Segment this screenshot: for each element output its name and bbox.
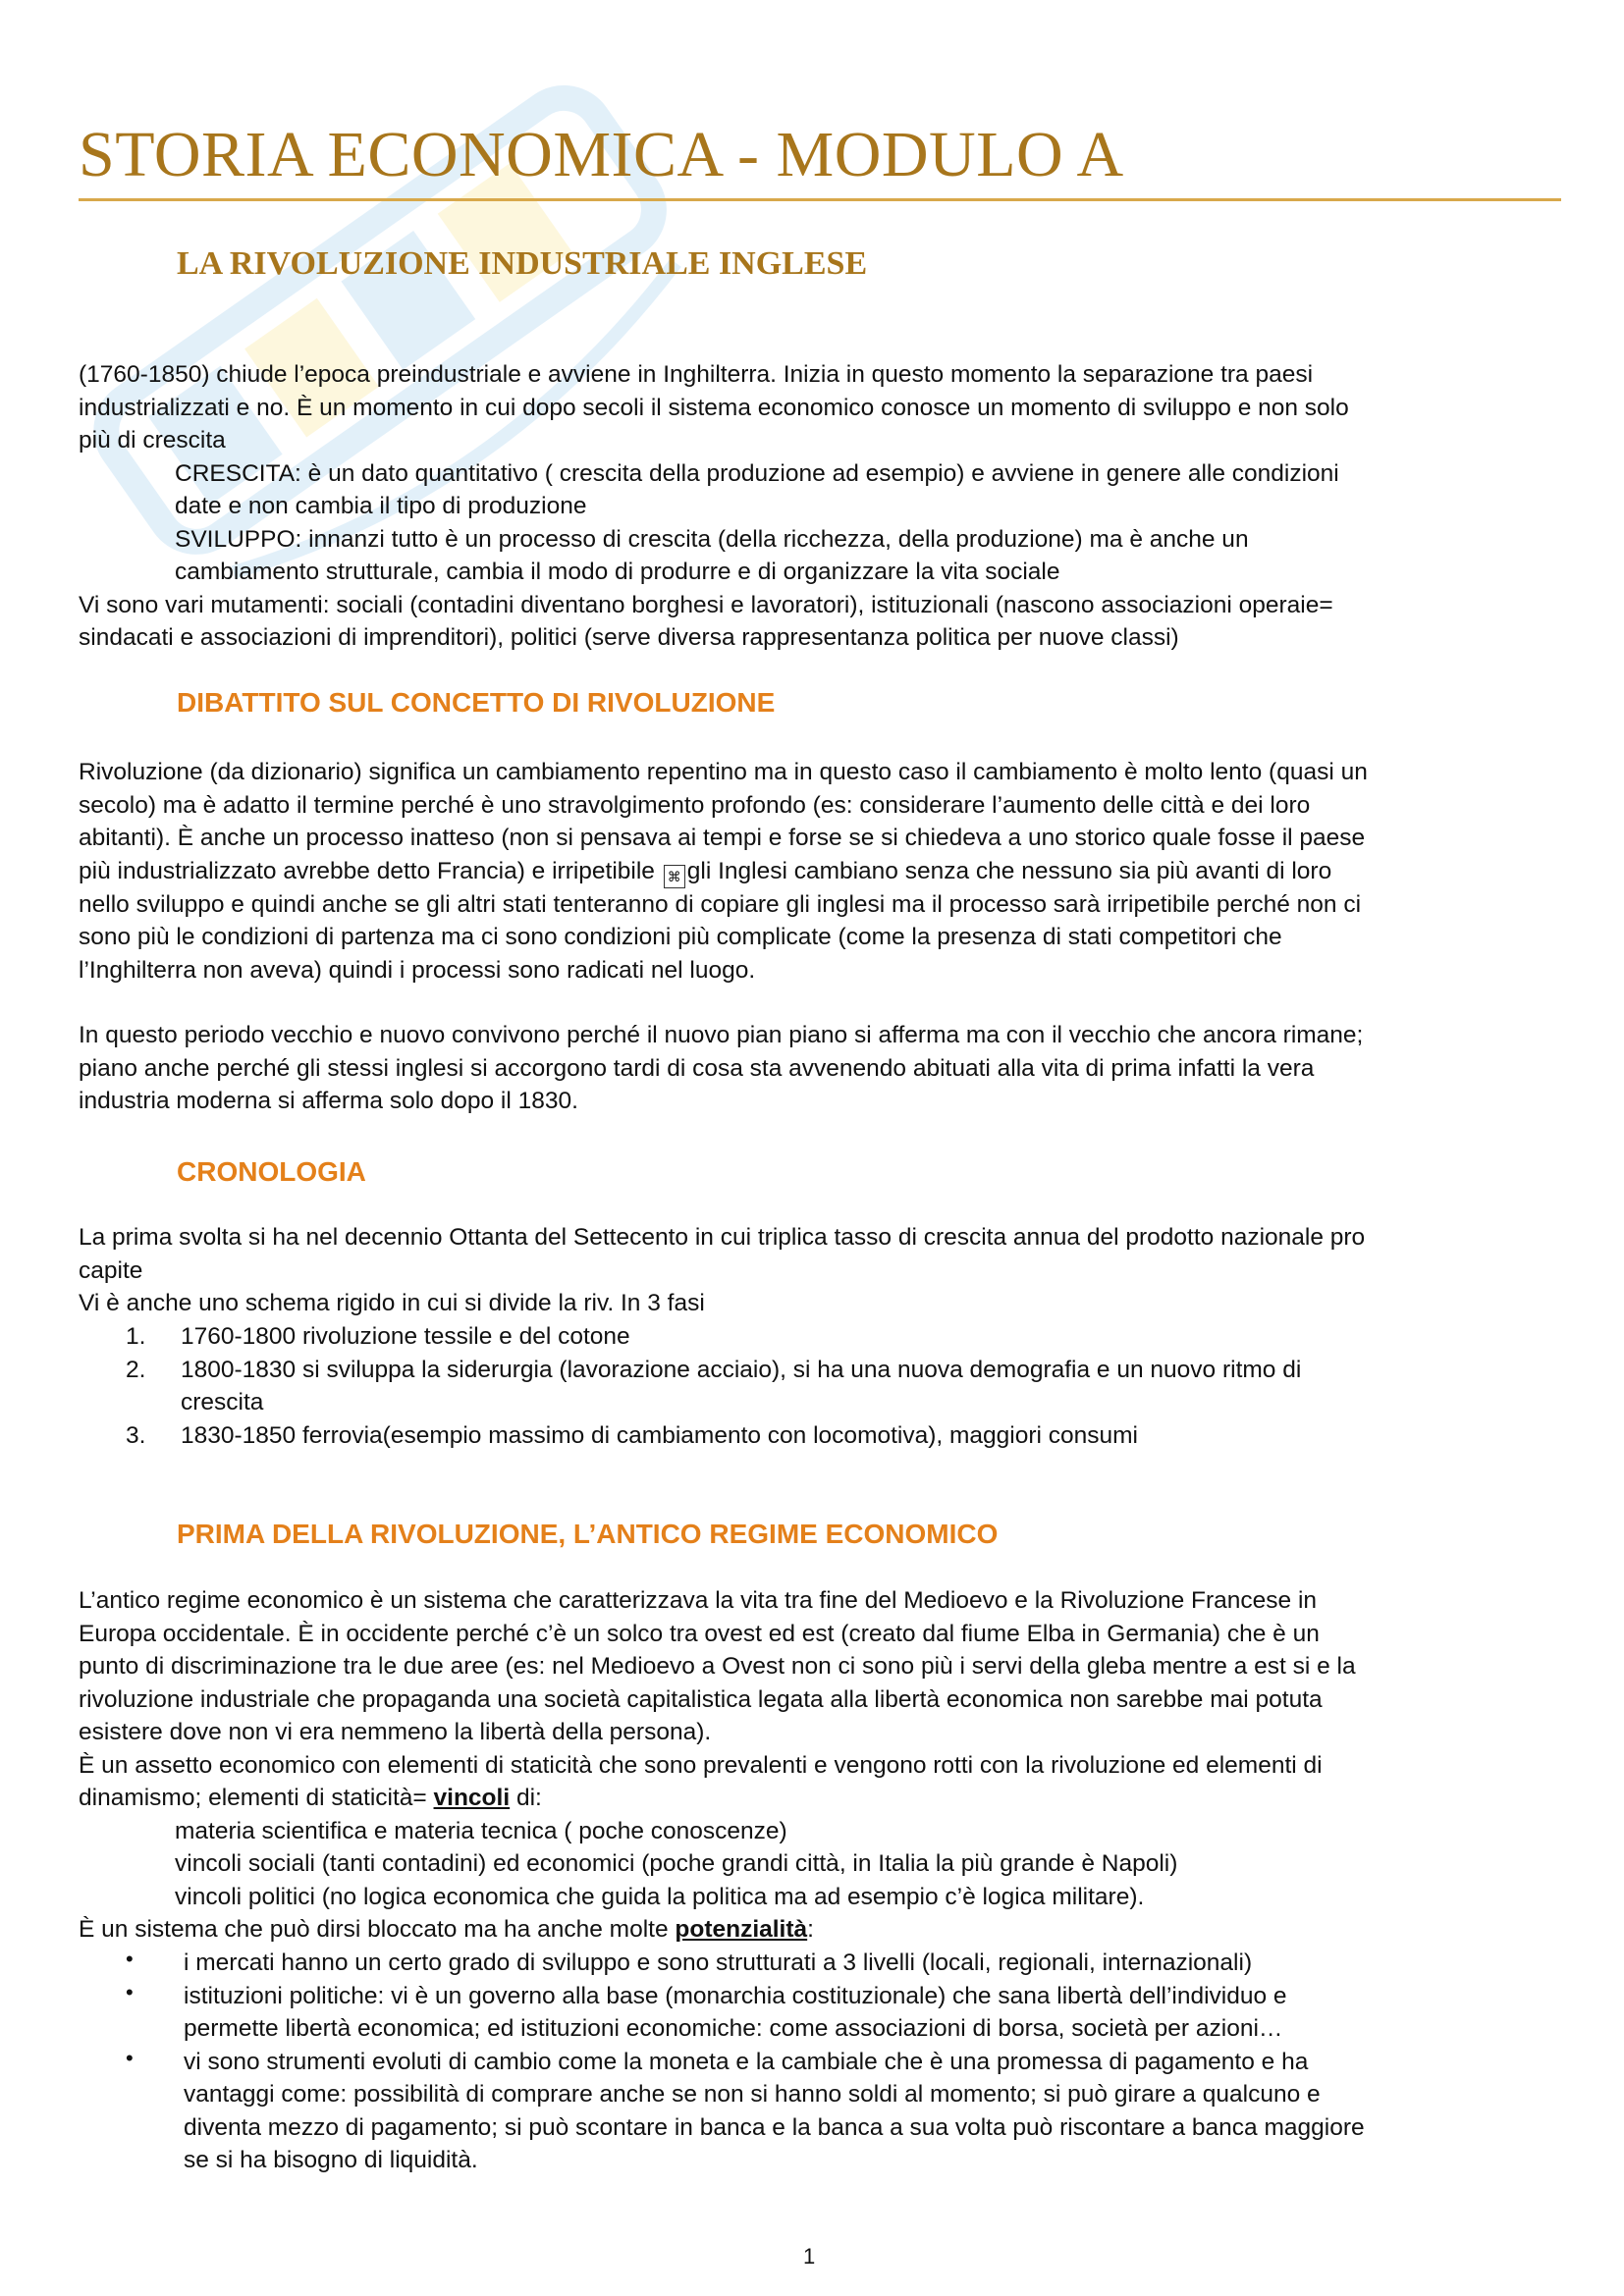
bullet-icon: •	[126, 1947, 134, 1971]
definition-line: date e non cambia il tipo di produzione	[175, 493, 587, 519]
list-number: 2.	[126, 1356, 146, 1383]
text-line: 1800-1830 si sviluppa la siderurgia (lavorazione acciaio), si ha una nuova demografia e un nuovo ritmo di	[181, 1356, 1302, 1383]
text-line: se si ha bisogno di liquidità.	[184, 2147, 478, 2173]
section-heading-rivoluzione: LA RIVOLUZIONE INDUSTRIALE INGLESE	[177, 245, 868, 282]
list-item	[79, 2046, 1551, 2177]
text-line: punto di discriminazione tra le due aree (es: nel Medioevo a Ovest non ci sono più i servi della gleba mentre a est si e la	[79, 1653, 1356, 1680]
text-line: rivoluzione industriale che propaganda una società capitalistica legata alla libertà economica non sarebbe mai potuta	[79, 1685, 1323, 1713]
definition-line: CRESCITA: è un dato quantitativo ( crescita della produzione ad esempio) e avviene in genere alle condizioni	[175, 459, 1339, 487]
text-line: In questo periodo vecchio e nuovo convivono perché il nuovo pian piano si afferma ma con il vecchio che ancora rimane;	[79, 1022, 1364, 1048]
list-item	[79, 1980, 1551, 2046]
definition-line: cambiamento strutturale, cambia il modo di produrre e di organizzare la vita sociale	[175, 559, 1060, 585]
list-number: 3.	[126, 1421, 146, 1449]
text-line: Rivoluzione (da dizionario) significa un cambiamento repentino ma in questo caso il cambiamento è molto lento (quasi un	[79, 759, 1368, 785]
text-line: esistere dove non vi era nemmeno la libertà della persona).	[79, 1719, 712, 1745]
bullet-icon: •	[126, 1979, 134, 2004]
text-line: L’antico regime economico è un sistema che caratterizzava la vita tra fine del Medioevo e la Rivoluzione Francese in	[79, 1587, 1318, 1614]
text-line: industrializzati e no. È un momento in cui dopo secoli il sistema economico conosce un momento di sviluppo e non solo	[79, 394, 1349, 421]
cronologia-intro	[79, 1221, 1551, 1320]
antico-regime-paragraph	[79, 1584, 1551, 1947]
list-item	[79, 1419, 1551, 1453]
constraint-line: materia scientifica e materia tecnica ( poche conoscenze)	[175, 1817, 787, 1844]
text-line: vi sono strumenti evoluti di cambio come la moneta e la cambiale che è una promessa di pagamento e ha	[184, 2048, 1309, 2075]
text-line	[79, 1913, 1551, 1947]
text-line: crescita	[181, 1389, 264, 1415]
text-line: nello sviluppo e quindi anche se gli altri stati tenteranno di copiare gli inglesi ma il processo sarà irripetibile perché non ci	[79, 890, 1362, 918]
text-line: Europa occidentale. È in occidente perché c’è un solco tra ovest ed est (creato dal fiume Elba in Germania) che è un	[79, 1620, 1320, 1647]
text-line: i mercati hanno un certo grado di sviluppo e sono strutturati a 3 livelli (locali, regionali, internazionali)	[184, 1949, 1253, 1976]
section-heading-dibattito: DIBATTITO SUL CONCETTO DI RIVOLUZIONE	[177, 687, 776, 718]
constraint-line: vincoli sociali (tanti contadini) ed economici (poche grandi città, in Italia la più grande è Napoli)	[175, 1850, 1178, 1877]
text-fragment: È un sistema che può dirsi bloccato ma ha anche molte	[79, 1916, 676, 1943]
text-line: vantaggi come: possibilità di comprare anche se non si hanno soldi al momento; si può girare a qualcuno e	[184, 2081, 1321, 2108]
text-line: diventa mezzo di pagamento; si può scontare in banca e la banca a sua volta può riscontare a banca maggiore	[184, 2113, 1365, 2141]
text-line: È un assetto economico con elementi di staticità che sono prevalenti e vengono rotti con la rivoluzione ed elementi di	[79, 1751, 1323, 1779]
potential-bullet-list	[79, 1947, 1551, 2177]
text-line: secolo) ma è adatto il termine perché è uno stravolgimento profondo (es: considerare l’aumento delle città e dei loro	[79, 791, 1311, 819]
text-line: piano anche perché gli stessi inglesi si accorgono tardi di cosa sta avvenendo abituati alla vita di prima infatti la vera	[79, 1054, 1315, 1082]
text-line: permette libertà economica; ed istituzioni economiche: come associazioni di borsa, società per azioni…	[184, 2015, 1283, 2042]
text-fragment: gli Inglesi cambiano senza che nessuno sia più avanti di loro	[686, 857, 1332, 884]
text-line: sono più le condizioni di partenza ma ci sono condizioni più complicate (come la presenza di stati competitori che	[79, 924, 1282, 950]
text-fragment: :	[807, 1916, 814, 1943]
potenzialita-term: potenzialità	[675, 1916, 808, 1943]
dibattito-paragraph-1	[79, 756, 1551, 987]
text-fragment: di:	[510, 1785, 542, 1811]
section-heading-antico-regime: PRIMA DELLA RIVOLUZIONE, L’ANTICO REGIME ECONOMICO	[177, 1519, 999, 1549]
text-line: capite	[79, 1256, 143, 1284]
list-item	[79, 1947, 1551, 1980]
text-line: Vi sono vari mutamenti: sociali (contadini diventano borghesi e lavoratori), istituzionali (nascono associazioni operaie=	[79, 591, 1333, 618]
text-line: abitanti). È anche un processo inatteso (non si pensava ai tempi e forse se si chiedeva a uno storico quale fosse il paese	[79, 825, 1366, 851]
text-line: più di crescita	[79, 427, 226, 454]
symbol-glyph-icon: ⌘	[664, 865, 685, 888]
intro-paragraph	[79, 358, 1551, 655]
constraint-line: vincoli politici (no logica economica che guida la politica ma ad esempio c’è logica militare).	[175, 1883, 1145, 1910]
text-fragment: più industrializzato avrebbe detto Francia) e irripetibile	[79, 857, 662, 884]
text-line: 1830-1850 ferrovia(esempio massimo di cambiamento con locomotiva), maggiori consumi	[181, 1421, 1138, 1449]
text-line: sindacati e associazioni di imprenditori), politici (serve diversa rappresentanza politica per nuove classi)	[79, 624, 1179, 651]
text-line: l’Inghilterra non aveva) quindi i processi sono radicati nel luogo.	[79, 956, 756, 984]
dibattito-paragraph-2	[79, 1019, 1551, 1118]
text-line: industria moderna si afferma solo dopo il 1830.	[79, 1088, 578, 1114]
text-line	[79, 1782, 1551, 1815]
text-line	[79, 855, 1551, 888]
list-item	[79, 1354, 1551, 1419]
phases-list	[79, 1320, 1551, 1452]
vincoli-term: vincoli	[433, 1785, 511, 1811]
text-fragment: dinamismo; elementi di staticità=	[79, 1785, 434, 1811]
document-title: STORIA ECONOMICA - MODULO A	[79, 116, 1561, 201]
section-heading-cronologia: CRONOLOGIA	[177, 1156, 366, 1187]
list-number: 1.	[126, 1323, 146, 1350]
page-number: 1	[803, 2244, 816, 2269]
bullet-icon: •	[126, 2045, 134, 2070]
list-item	[79, 1320, 1551, 1354]
text-line: Vi è anche uno schema rigido in cui si divide la riv. In 3 fasi	[79, 1290, 705, 1316]
definition-line: SVILUPPO: innanzi tutto è un processo di crescita (della ricchezza, della produzione) ma è anche un	[175, 525, 1249, 553]
text-line: (1760-1850) chiude l’epoca preindustriale e avviene in Inghilterra. Inizia in questo momento la separazione tra paesi	[79, 361, 1314, 388]
text-line: La prima svolta si ha nel decennio Ottanta del Settecento in cui triplica tasso di crescita annua del prodotto nazionale pro	[79, 1224, 1366, 1251]
text-line: 1760-1800 rivoluzione tessile e del cotone	[181, 1323, 630, 1350]
text-line: istituzioni politiche: vi è un governo alla base (monarchia costituzionale) che sana libertà dell’individuo e	[184, 1982, 1287, 2009]
